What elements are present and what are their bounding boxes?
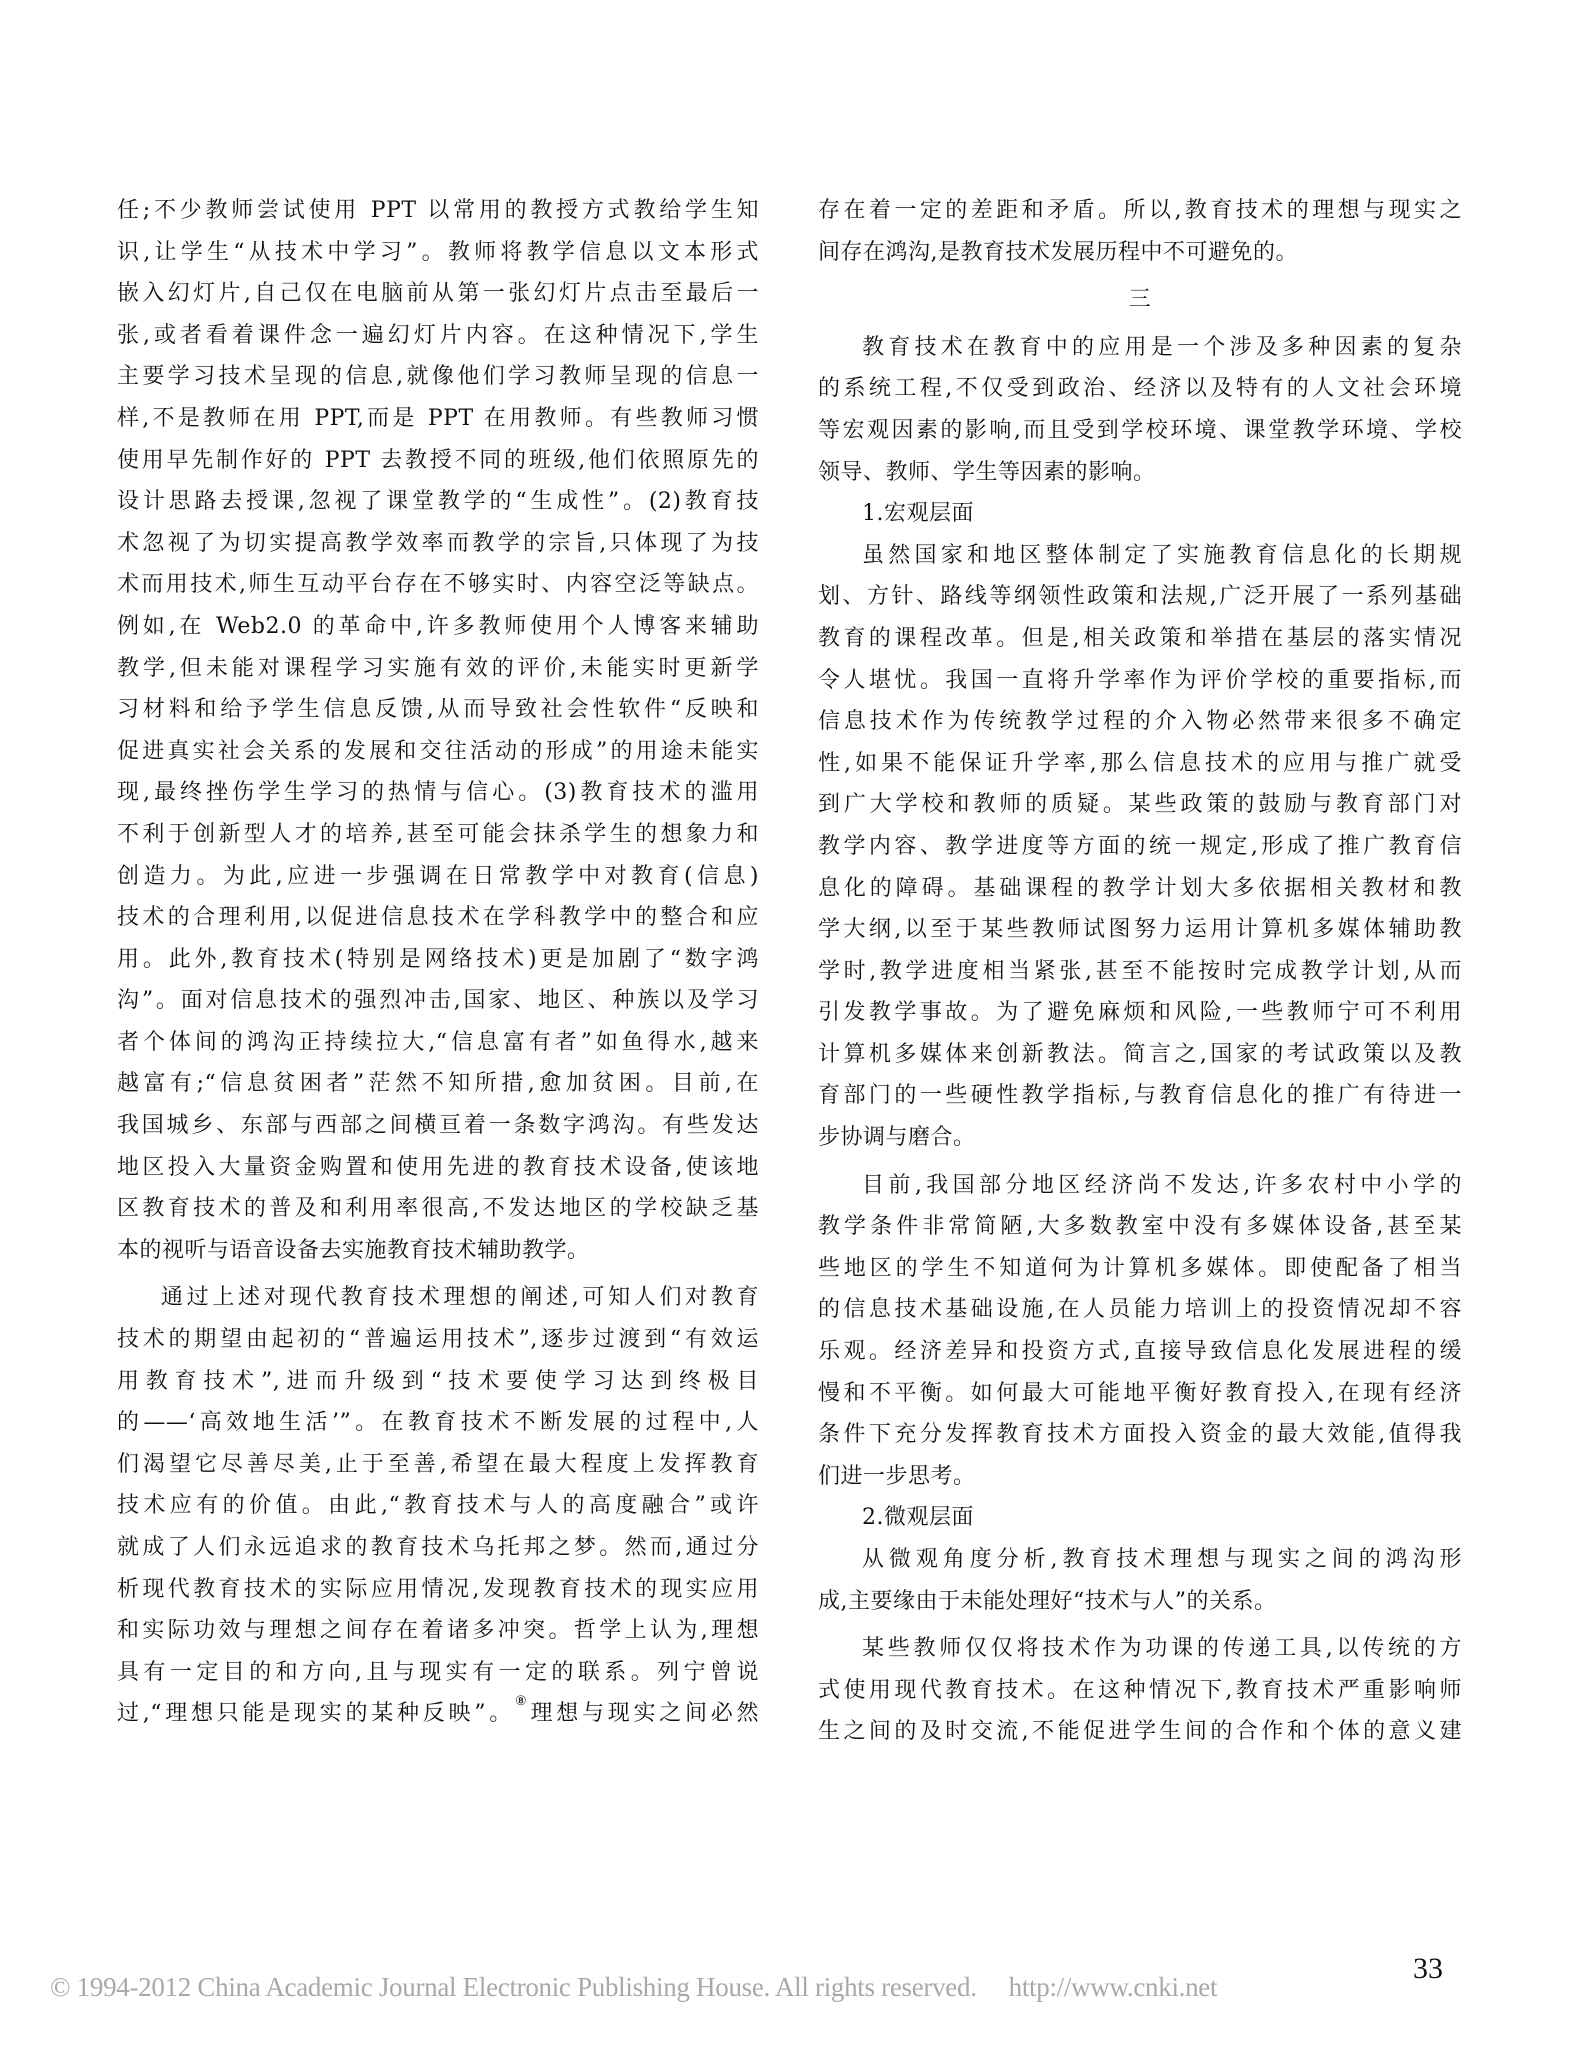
text-line: 者个体间的鸿沟正持续拉大,“信息富有者”如鱼得水,越来 <box>117 1029 759 1055</box>
text-line: 本的视听与语音设备去实施教育技术辅助教学。 <box>117 1237 590 1263</box>
text-line: 嵌入幻灯片,自己仅在电脑前从第一张幻灯片点击至最后一 <box>117 281 759 307</box>
text-line: 和实际功效与理想之间存在着诸多冲突。哲学上认为,理想 <box>117 1618 759 1644</box>
paragraph-first-line: 从微观角度分析,教育技术理想与现实之间的鸿沟形 <box>862 1547 1462 1572</box>
right-column <box>818 190 1462 1753</box>
paragraph-first-line: 虽然国家和地区整体制定了实施教育信息化的长期规 <box>862 542 1462 568</box>
text-line: 令人堪忧。我国一直将升学率作为评价学校的重要指标,而 <box>818 667 1462 693</box>
text-line: 领导、教师、学生等因素的影响。 <box>818 459 1156 485</box>
text-line: 些地区的学生不知道何为计算机多媒体。即使配备了相当 <box>818 1255 1462 1281</box>
text-line: 识,让学生“从技术中学习”。教师将教学信息以文本形式 <box>117 239 759 265</box>
text-line: 创造力。为此,应进一步强调在日常教学中对教育(信息) <box>117 863 759 889</box>
text-line: 现,最终挫伤学生学习的热情与信心。(3)教育技术的滥用 <box>117 780 759 806</box>
text-line: 生之间的及时交流,不能促进学生间的合作和个体的意义建 <box>818 1719 1462 1745</box>
cnki-link[interactable]: http://www.cnki.net <box>1008 1972 1218 2002</box>
text-line: 术而用技术,师生互动平台存在不够实时、内容空泛等缺点。 <box>117 572 759 598</box>
text-line: 教育的课程改革。但是,相关政策和举措在基层的落实情况 <box>818 625 1462 651</box>
text-line: 条件下充分发挥教育技术方面投入资金的最大效能,值得我 <box>818 1422 1462 1448</box>
text-line: 主要学习技术呈现的信息,就像他们学习教师呈现的信息一 <box>117 364 759 390</box>
text-line: 等宏观因素的影响,而且受到学校环境、课堂教学环境、学校 <box>818 417 1462 443</box>
text-line: 沟”。面对信息技术的强烈冲击,国家、地区、种族以及学习 <box>117 988 759 1014</box>
paragraph-first-line: 某些教师仅仅将技术作为功课的传递工具,以传统的方 <box>862 1636 1462 1662</box>
text-line: 教学,但未能对课程学习实施有效的评价,未能实时更新学 <box>117 655 759 681</box>
paragraph-first-line: 教育技术在教育中的应用是一个涉及多种因素的复杂 <box>862 334 1462 360</box>
text-line: 学时,教学进度相当紧张,甚至不能按时完成教学计划,从而 <box>818 958 1462 984</box>
text-line: 教学内容、教学进度等方面的统一规定,形成了推广教育信 <box>818 833 1462 859</box>
text-line: 们进一步思考。 <box>818 1463 976 1489</box>
text-line: 任;不少教师尝试使用 PPT 以常用的教授方式教给学生知 <box>117 198 759 223</box>
paragraph-first-line: 目前,我国部分地区经济尚不发达,许多农村中小学的 <box>862 1172 1462 1198</box>
text-line: 越富有;“信息贫困者”茫然不知所措,愈加贫困。目前,在 <box>117 1071 759 1097</box>
text-line: 技术的合理利用,以促进信息技术在学科教学中的整合和应 <box>117 905 759 931</box>
text-line: 计算机多媒体来创新教法。简言之,国家的考试政策以及教 <box>818 1041 1462 1067</box>
text-line: 例如,在 Web2.0 的革命中,许多教师使用个人博客来辅助 <box>117 613 759 639</box>
text-line: 式使用现代教育技术。在这种情况下,教育技术严重影响师 <box>818 1677 1462 1703</box>
text-line: 张,或者看着课件念一遍幻灯片内容。在这种情况下,学生 <box>117 322 759 348</box>
text-line: 区教育技术的普及和利用率很高,不发达地区的学校缺乏基 <box>117 1196 759 1222</box>
text-line: 乐观。经济差异和投资方式,直接导致信息化发展进程的缓 <box>818 1339 1462 1365</box>
text-line: 们渴望它尽善尽美,止于至善,希望在最大程度上发挥教育 <box>117 1451 759 1477</box>
text-line: 学大纲,以至于某些教师试图努力运用计算机多媒体辅助教 <box>818 917 1462 943</box>
text-line: 不利于创新型人才的培养,甚至可能会抹杀学生的想象力和 <box>117 821 759 847</box>
text-line: 性,如果不能保证升学率,那么信息技术的应用与推广就受 <box>818 750 1462 776</box>
paragraph-first-line: 通过上述对现代教育技术理想的阐述,可知人们对教育 <box>161 1285 759 1311</box>
text-line-with-footnote <box>117 1693 759 1735</box>
text-line: 我国城乡、东部与西部之间横亘着一条数字鸿沟。有些发达 <box>117 1113 759 1139</box>
page-number: 33 <box>1413 1952 1443 1985</box>
left-column <box>117 190 759 1735</box>
text-line: 到广大学校和教师的质疑。某些政策的鼓励与教育部门对 <box>818 792 1462 818</box>
text-line: 习材料和给予学生信息反馈,从而导致社会性软件“反映和 <box>117 697 759 723</box>
text-line: 技术应有的价值。由此,“教育技术与人的高度融合”或许 <box>117 1493 759 1519</box>
text-line: 使用早先制作好的 PPT 去教授不同的班级,他们依照原先的 <box>117 447 759 473</box>
text-line: 用。此外,教育技术(特别是网络技术)更是加剧了“数字鸿 <box>117 946 759 972</box>
text-line: 的系统工程,不仅受到政治、经济以及特有的人文社会环境 <box>818 376 1462 402</box>
text-line: 术忽视了为切实提高教学效率而教学的宗旨,只体现了为技 <box>117 530 759 556</box>
text-line: 间存在鸿沟,是教育技术发展历程中不可避免的。 <box>818 239 1298 265</box>
text-line: 技术的期望由起初的“普遍运用技术”,逐步过渡到“有效运 <box>117 1327 759 1353</box>
text-line: 慢和不平衡。如何最大可能地平衡好教育投入,在现有经济 <box>818 1380 1462 1406</box>
text-line: 信息技术作为传统教学过程的介入物必然带来很多不确定 <box>818 709 1462 735</box>
text-segment: 理想与现实之间必然 <box>530 1701 759 1727</box>
subsection-heading-macro: 1.宏观层面 <box>862 501 974 527</box>
text-line: 样,不是教师在用 PPT,而是 PPT 在用教师。有些教师习惯 <box>117 405 759 431</box>
section-heading-three: 三 <box>1128 287 1152 313</box>
text-line: 具有一定目的和方向,且与现实有一定的联系。列宁曾说 <box>117 1659 759 1685</box>
text-line: 息化的障碍。基础课程的教学计划大多依据相关教材和教 <box>818 875 1462 901</box>
text-line: 的信息技术基础设施,在人员能力培训上的投资情况却不容 <box>818 1297 1462 1323</box>
subsection-heading-micro: 2.微观层面 <box>862 1505 974 1531</box>
text-line: 引发教学事故。为了避免麻烦和风险,一些教师宁可不利用 <box>818 1000 1462 1026</box>
text-line: 教学条件非常简陋,大多数教室中没有多媒体设备,甚至某 <box>818 1214 1462 1240</box>
text-line: 育部门的一些硬性教学指标,与教育信息化的推广有待进一 <box>818 1083 1462 1109</box>
copyright-footer <box>50 1972 1217 2003</box>
text-line: 存在着一定的差距和矛盾。所以,教育技术的理想与现实之 <box>818 198 1462 223</box>
copyright-text: © 1994-2012 China Academic Journal Electronic Publishing House. All rights reserved. <box>50 1972 977 2002</box>
footnote-marker[interactable]: ⑧ <box>515 1694 531 1710</box>
text-line: 就成了人们永远追求的教育技术乌托邦之梦。然而,通过分 <box>117 1535 759 1560</box>
text-line: 划、方针、路线等纲领性政策和法规,广泛开展了一系列基础 <box>818 584 1462 610</box>
text-line: 析现代教育技术的实际应用情况,发现教育技术的现实应用 <box>117 1576 759 1602</box>
text-line: 促进真实社会关系的发展和交往活动的形成”的用途未能实 <box>117 738 759 764</box>
text-line: 成,主要缘由于未能处理好“技术与人”的关系。 <box>818 1588 1277 1614</box>
text-line: 设计思路去授课,忽视了课堂教学的“生成性”。(2)教育技 <box>117 489 759 515</box>
text-line: 用教育技术”,进而升级到“技术要使学习达到终极目 <box>117 1368 759 1394</box>
text-line: 步协调与磨合。 <box>818 1125 976 1151</box>
text-segment: 过,“理想只能是现实的某种反映”。 <box>117 1701 516 1727</box>
text-line: 的——‘高效地生活’”。在教育技术不断发展的过程中,人 <box>117 1410 759 1436</box>
text-line: 地区投入大量资金购置和使用先进的教育技术设备,使该地 <box>117 1154 759 1180</box>
